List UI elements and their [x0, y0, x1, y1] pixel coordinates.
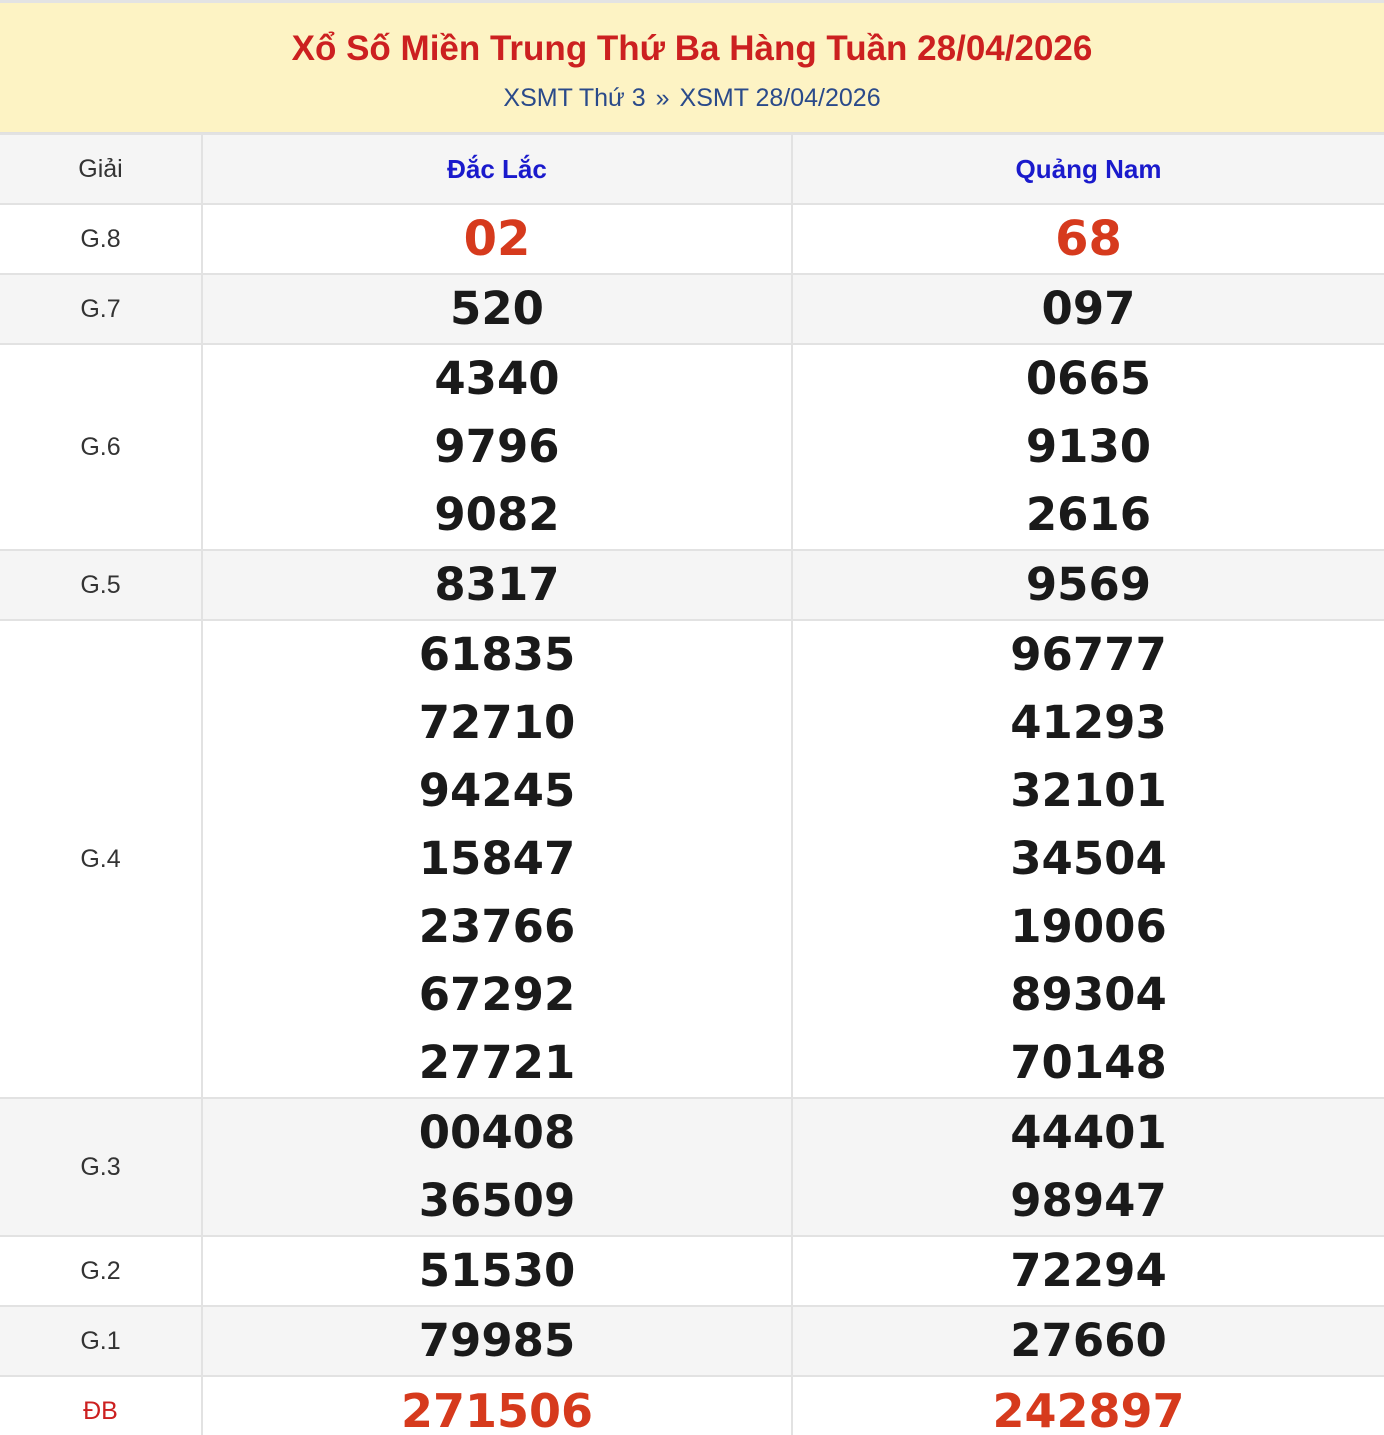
- prize-number: 94245: [418, 764, 576, 817]
- table-row: [0, 1376, 1384, 1435]
- page-title: Xổ Số Miền Trung Thứ Ba Hàng Tuần 28/04/2026: [291, 29, 1093, 68]
- prize-label: G.6: [0, 344, 202, 550]
- prize-label: ĐB: [0, 1376, 202, 1435]
- prize-number: 89304: [1010, 968, 1167, 1021]
- prize-number: 68: [1055, 211, 1122, 267]
- prize-number: 51530: [418, 1244, 576, 1297]
- prize-number: 9082: [434, 488, 560, 541]
- prize-number: 72710: [418, 696, 576, 749]
- prize-number: 32101: [1010, 764, 1167, 817]
- table-header-row: [0, 134, 1384, 204]
- prize-number: 61835: [418, 628, 576, 681]
- table-row: [0, 344, 1384, 550]
- prize-cell: [202, 274, 792, 344]
- prize-cell: [792, 1376, 1384, 1435]
- prize-number: 9130: [1025, 420, 1152, 473]
- prize-number: 72294: [1010, 1244, 1167, 1297]
- prize-cell: [792, 344, 1384, 550]
- prize-number: 34504: [1010, 832, 1167, 885]
- giai-column-header: Giải: [0, 134, 202, 204]
- prize-number: 2616: [1025, 488, 1152, 541]
- table-row: [0, 274, 1384, 344]
- prize-number: 41293: [1010, 696, 1167, 749]
- prize-cell: [792, 1236, 1384, 1306]
- prize-cell: [792, 274, 1384, 344]
- prize-cell: [202, 550, 792, 620]
- prize-number: 27721: [418, 1036, 576, 1089]
- breadcrumb-link-weekday[interactable]: XSMT Thứ 3: [503, 84, 646, 112]
- breadcrumb: [0, 83, 1384, 113]
- table-row: [0, 550, 1384, 620]
- prize-number: 79985: [418, 1314, 576, 1367]
- prize-number: 19006: [1010, 900, 1167, 953]
- province-header-dac-lac[interactable]: Đắc Lắc: [202, 134, 792, 204]
- prize-label: G.7: [0, 274, 202, 344]
- prize-number: 36509: [418, 1174, 576, 1227]
- prize-number: 00408: [418, 1106, 576, 1159]
- table-row: [0, 204, 1384, 274]
- prize-label: G.8: [0, 204, 202, 274]
- prize-cell: [202, 620, 792, 1098]
- prize-cell: [792, 1098, 1384, 1236]
- prize-number: 44401: [1010, 1106, 1167, 1159]
- prize-label: G.3: [0, 1098, 202, 1236]
- prize-number: 70148: [1010, 1036, 1167, 1089]
- prize-label: G.4: [0, 620, 202, 1098]
- prize-label: G.5: [0, 550, 202, 620]
- prize-cell: [202, 1306, 792, 1376]
- prize-number: 242897: [992, 1384, 1185, 1435]
- results-header: [0, 0, 1384, 133]
- prize-number: 0665: [1025, 352, 1152, 405]
- prize-number: 097: [1041, 282, 1136, 335]
- results-body: [0, 204, 1384, 1435]
- prize-number: 96777: [1010, 628, 1167, 681]
- prize-number: 27660: [1010, 1314, 1167, 1367]
- prize-number: 271506: [400, 1384, 594, 1435]
- prize-cell: [202, 344, 792, 550]
- breadcrumb-separator: »: [655, 84, 670, 112]
- prize-cell: [792, 1306, 1384, 1376]
- prize-cell: [202, 1236, 792, 1306]
- prize-number: 4340: [434, 352, 560, 405]
- province-header-quang-nam[interactable]: Quảng Nam: [792, 134, 1384, 204]
- prize-number: 67292: [418, 968, 576, 1021]
- prize-cell: [202, 1376, 792, 1435]
- prize-number: 02: [463, 211, 531, 267]
- results-table: [0, 133, 1384, 1435]
- prize-number: 9796: [434, 420, 560, 473]
- table-row: [0, 1236, 1384, 1306]
- prize-cell: [202, 1098, 792, 1236]
- table-row: [0, 620, 1384, 1098]
- prize-cell: [792, 204, 1384, 274]
- prize-number: 9569: [1025, 558, 1152, 611]
- table-row: [0, 1306, 1384, 1376]
- prize-label: G.1: [0, 1306, 202, 1376]
- prize-number: 98947: [1010, 1174, 1167, 1227]
- prize-cell: [202, 204, 792, 274]
- prize-cell: [792, 550, 1384, 620]
- prize-number: 520: [450, 282, 544, 335]
- table-row: [0, 1098, 1384, 1236]
- prize-number: 15847: [418, 832, 576, 885]
- breadcrumb-link-date[interactable]: XSMT 28/04/2026: [679, 84, 881, 112]
- prize-number: 23766: [418, 900, 576, 953]
- prize-label: G.2: [0, 1236, 202, 1306]
- prize-cell: [792, 620, 1384, 1098]
- prize-number: 8317: [434, 558, 560, 611]
